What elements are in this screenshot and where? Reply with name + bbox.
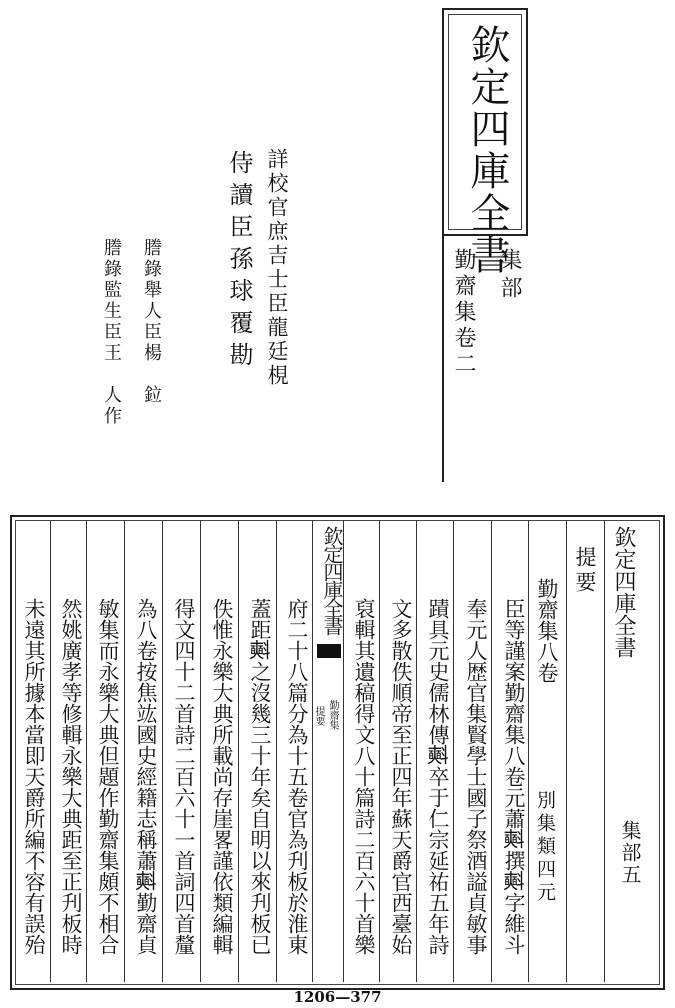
text-column: 文多散佚順帝至正四年蘇天爵官西臺始 [389, 598, 413, 955]
column-rule [276, 520, 277, 982]
gutter-fishtail-mark [317, 644, 341, 658]
column-rule [416, 520, 417, 982]
text-column: 敏集而永樂大典但題作勤齋集頗不相合 [96, 598, 120, 955]
column-rule [528, 520, 529, 982]
column-rule [200, 520, 201, 982]
column-rule [86, 520, 87, 982]
column-rule [162, 520, 163, 982]
credit-copyist-1: 謄錄舉人臣楊 鉝 [141, 238, 162, 406]
credit-copyist-2: 謄錄監生臣王 人作 [101, 238, 122, 427]
page-number: 1206—377 [293, 988, 382, 1006]
text-column: 臣等謹案勤齋集八卷元蕭𣂏撰𣂏字維斗 [502, 598, 526, 955]
margin-title: 欽定四庫全書 [611, 526, 636, 658]
column-rule [453, 520, 454, 982]
text-column: 裒輯其遺稿得文八十篇詩二百六十首樂 [352, 598, 376, 955]
cover-volume: 勤齋集卷二 [451, 248, 476, 378]
margin-section: 集部五 [618, 820, 642, 886]
column-rule [566, 520, 567, 982]
section-heading: 提要 [573, 546, 597, 596]
text-column: 蹟具元史儒林傳𣂏卒于仁宗延祐五年詩 [426, 598, 450, 955]
text-column: 佚惟永樂大典所載尚存崖畧謹依類編輯 [210, 598, 234, 955]
column-rule [604, 520, 605, 982]
gutter-section-name: 提要 [313, 706, 324, 726]
column-rule [379, 520, 380, 982]
credit-proofreader: 詳校官庶吉士臣龍廷梘 [265, 148, 289, 388]
column-rule [491, 520, 492, 982]
text-column: 為八卷按焦竑國史經籍志稱蕭𣂏勤齋貞 [134, 598, 158, 955]
column-rule [238, 520, 239, 982]
credit-reviewer: 侍讀臣孫球覆勘 [225, 150, 253, 374]
text-column: 奉元人歴官集賢學士國子祭酒謚貞敏事 [464, 598, 488, 955]
book-title: 勤齋集八卷 [535, 578, 559, 683]
column-rule [124, 520, 125, 982]
text-column: 府二十八篇分為十五卷官為刋板於淮東 [285, 598, 309, 955]
column-rule [312, 520, 313, 982]
category-note: 別集類四元 [534, 790, 556, 905]
text-column: 得文四十二首詩二百六十一首詞四首釐 [172, 598, 196, 955]
main-title: 欽定四庫全書 [464, 24, 510, 276]
text-column: 然姚廣孝等修輯永樂大典距至正刋板時 [59, 598, 83, 955]
cover-category: 集部 [497, 248, 522, 304]
text-column: 未遠其所據本當即天爵所編不容有誤殆 [22, 598, 46, 955]
column-rule [50, 520, 51, 982]
gutter-book-name: 勤齋集 [327, 700, 338, 730]
cover-side-rule [442, 236, 444, 482]
text-column: 蓋距𣂏之沒幾三十年矣自明以來刋板已 [248, 598, 272, 955]
center-gutter-title: 欽定四庫全書 [320, 526, 344, 634]
